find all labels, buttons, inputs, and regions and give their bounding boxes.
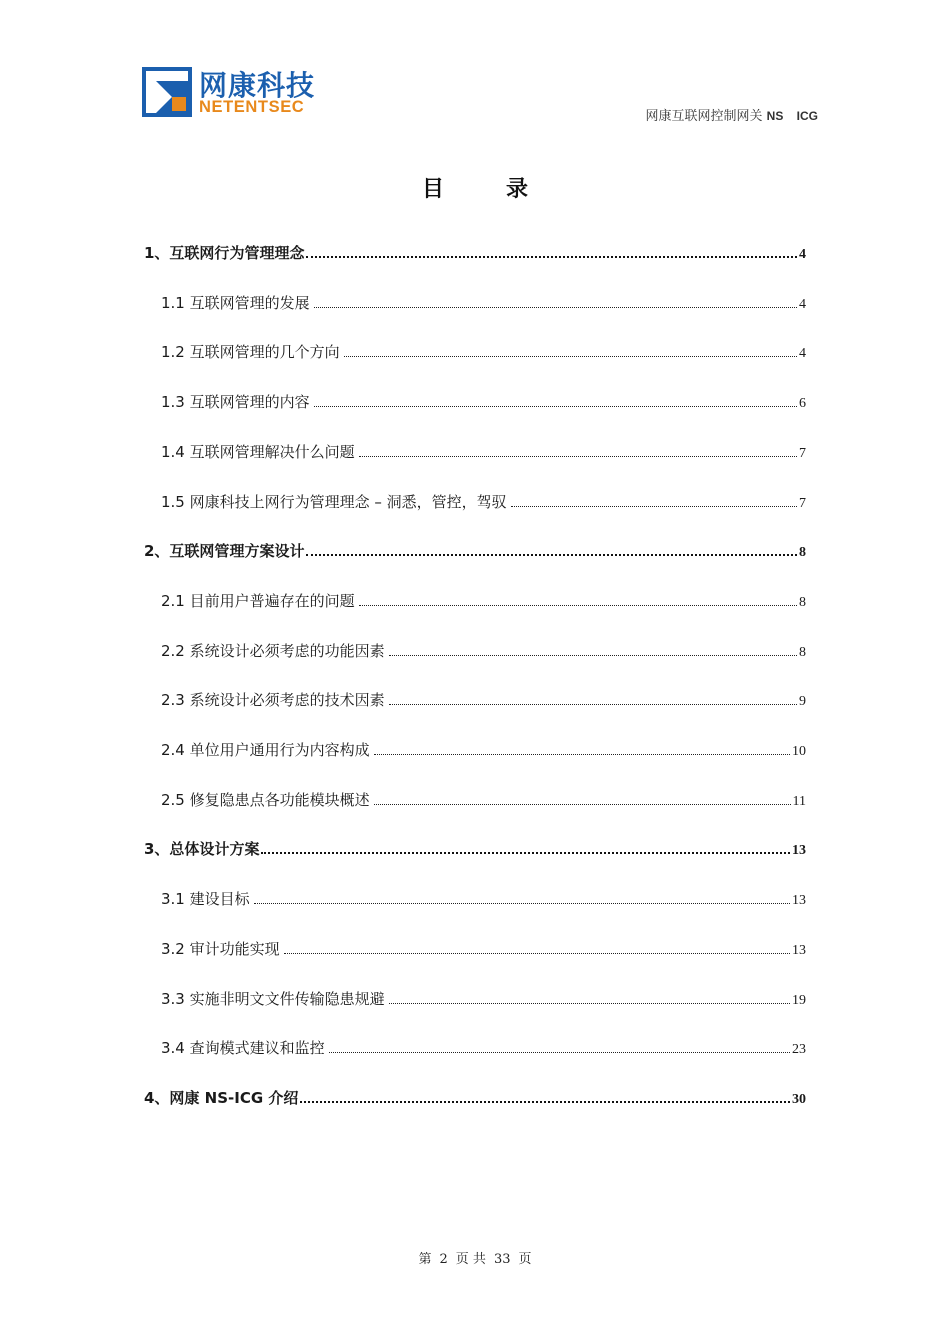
toc-entry-page-number: 13: [792, 843, 806, 859]
footer-total-pages: 33: [493, 1252, 511, 1267]
toc-dot-leader: [300, 1100, 790, 1103]
toc-entry-text: 2.4 单位用户通用行为内容构成: [161, 741, 370, 759]
toc-entry-page-number: 7: [799, 495, 806, 511]
toc-section-entry[interactable]: [161, 788, 806, 812]
toc-entry-page-number: 8: [799, 545, 806, 561]
toc-chapter-entry[interactable]: [144, 1086, 806, 1110]
toc-entry-page-number: 19: [792, 992, 806, 1008]
toc-dot-leader: [284, 952, 790, 954]
toc-section-entry[interactable]: [161, 887, 806, 911]
toc-entry-text: 3.3 实施非明文文件传输隐患规避: [161, 989, 385, 1008]
toc-entry-text: 1.5 网康科技上网行为管理理念 – 洞悉，管控，驾驭: [161, 492, 507, 511]
toc-dot-leader: [314, 306, 797, 308]
toc-entry-page-number: 23: [792, 1042, 806, 1058]
toc-entry-page-number: 4: [799, 247, 806, 262]
toc-dot-leader: [254, 902, 790, 904]
logo-text-cn: 网康科技: [199, 69, 316, 102]
toc-entry-page-number: 4: [799, 346, 806, 362]
toc-dot-leader: [306, 553, 797, 556]
toc-entry-text: 2.3 系统设计必须考虑的技术因素: [161, 691, 385, 710]
toc-entry-text: 1.4 互联网管理解决什么问题: [161, 442, 355, 461]
toc-dot-leader: [314, 405, 797, 407]
toc-entry-text: 2、互联网管理方案设计: [144, 542, 305, 561]
toc-section-entry[interactable]: [161, 1036, 806, 1060]
toc-section-entry[interactable]: [161, 688, 806, 712]
toc-section-entry[interactable]: [161, 291, 806, 315]
toc-entry-page-number: 4: [799, 296, 806, 312]
footer-prefix: 第: [418, 1252, 432, 1267]
footer-suffix: 页: [518, 1252, 532, 1267]
toc-entry-page-number: 6: [799, 396, 806, 412]
toc-entry-text: 1.1 互联网管理的发展: [161, 293, 310, 312]
toc-dot-leader: [374, 803, 791, 805]
toc-entry-text: 4、网康 NS-ICG 介绍: [144, 1088, 299, 1107]
toc-entry-page-number: 7: [799, 445, 806, 461]
toc-entry-page-number: 9: [799, 694, 806, 710]
toc-entry-page-number: 11: [792, 793, 806, 809]
header-title-latin: NS ICG: [766, 109, 818, 123]
toc-entry-page-number: 10: [792, 744, 806, 759]
toc-chapter-entry[interactable]: [144, 539, 806, 563]
toc-chapter-entry[interactable]: [144, 241, 806, 265]
toc-chapter-entry[interactable]: [144, 837, 806, 861]
toc-dot-leader: [306, 255, 797, 258]
toc-dot-leader: [329, 1051, 790, 1053]
header-title-cn: 网康互联网控制网关: [645, 109, 763, 124]
page-footer: [0, 1248, 950, 1267]
toc-dot-leader: [261, 851, 790, 854]
footer-mid: 页 共: [455, 1252, 486, 1267]
toc-dot-leader: [344, 355, 797, 357]
toc-section-entry[interactable]: [161, 490, 806, 514]
toc-entry-text: 1.3 互联网管理的内容: [161, 393, 310, 412]
toc-dot-leader: [389, 1002, 790, 1004]
toc-entry-text: 3.1 建设目标: [161, 890, 250, 909]
toc-section-entry[interactable]: [161, 738, 806, 762]
toc-section-entry[interactable]: [161, 340, 806, 364]
toc-entry-text: 3.4 查询模式建议和监控: [161, 1039, 325, 1058]
toc-entry-text: 2.1 目前用户普遍存在的问题: [161, 591, 355, 610]
toc-entry-page-number: 8: [799, 644, 806, 660]
toc-dot-leader: [359, 604, 797, 606]
toc-dot-leader: [389, 654, 797, 656]
toc-section-entry[interactable]: [161, 937, 806, 961]
toc-dot-leader: [374, 753, 790, 755]
toc-section-entry[interactable]: [161, 987, 806, 1011]
toc-entry-text: 2.2 系统设计必须考虑的功能因素: [161, 641, 385, 660]
toc-dot-leader: [359, 455, 797, 457]
toc-entry-page-number: 8: [799, 594, 806, 610]
logo-text-en: NETENTSEC: [199, 98, 305, 116]
toc-entry-text: 3、总体设计方案: [144, 840, 260, 859]
toc-entry-text: 1.2 互联网管理的几个方向: [161, 343, 340, 362]
toc-entry-text: 2.5 修复隐患点各功能模块概述: [161, 790, 370, 809]
toc-entry-text: 1、互联网行为管理理念: [144, 244, 305, 262]
toc-dot-leader: [511, 505, 797, 507]
toc-section-entry[interactable]: [161, 589, 806, 613]
toc-entry-page-number: 13: [792, 893, 806, 909]
toc-dot-leader: [389, 703, 797, 705]
toc-title: 目录: [421, 177, 590, 202]
toc-entry-text: 3.2 审计功能实现: [161, 939, 280, 958]
toc-section-entry[interactable]: [161, 390, 806, 414]
toc-section-entry[interactable]: [161, 639, 806, 663]
toc-entry-page-number: 30: [792, 1091, 806, 1107]
toc-section-entry[interactable]: [161, 440, 806, 464]
toc-entry-page-number: 13: [792, 942, 806, 958]
footer-current-page: 2: [439, 1252, 448, 1267]
